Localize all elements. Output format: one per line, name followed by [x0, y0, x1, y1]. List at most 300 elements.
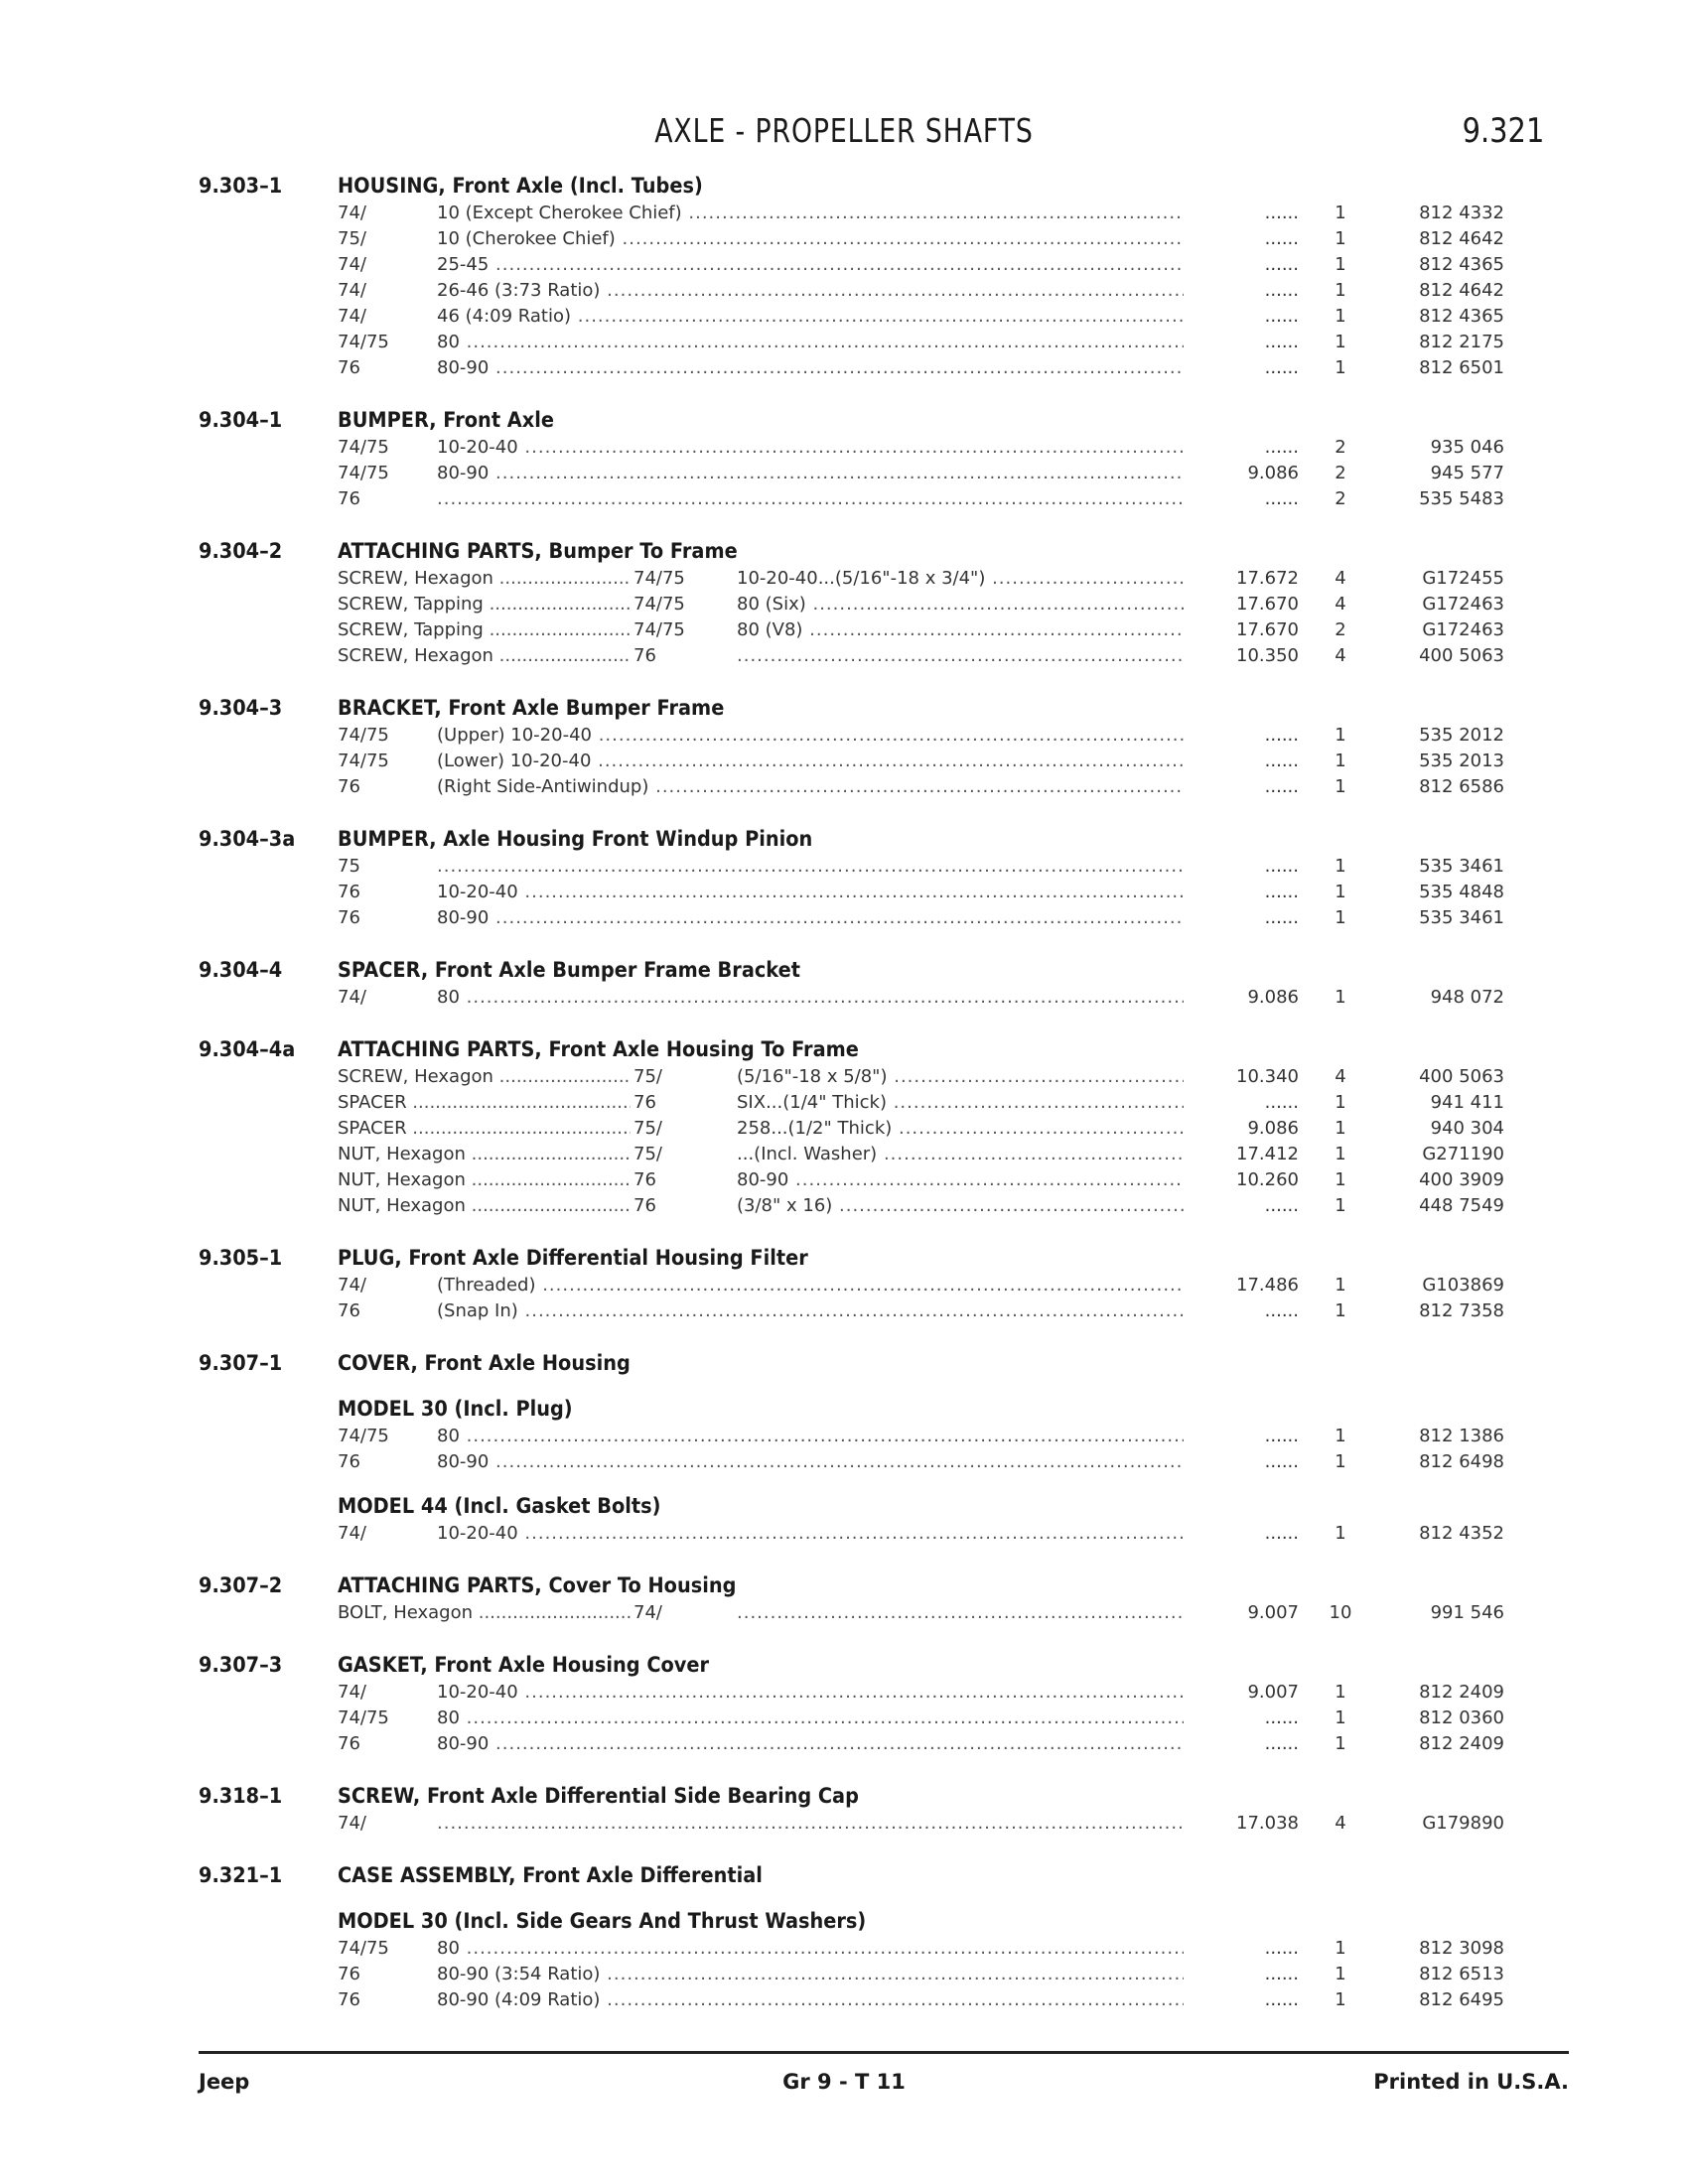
quantity-cell: 2 — [1335, 437, 1346, 458]
table-row — [0, 1193, 1688, 1219]
footer-printed: Printed in U.S.A. — [1373, 2070, 1569, 2094]
reference-cell: ...... — [1264, 1938, 1299, 1959]
item-name: SPACER ..... — [338, 1090, 631, 1116]
table-row — [0, 880, 1688, 905]
reference-cell: ...... — [1264, 856, 1299, 877]
model-cell: 76 — [338, 488, 360, 509]
reference-cell: 17.672 — [1236, 568, 1299, 589]
description-cell: (Lower) 10-20-40 ..... — [437, 749, 1184, 774]
page-number: 9.321 — [1462, 111, 1544, 151]
description-cell: 10-20-40 ..... — [437, 435, 1184, 461]
model-cell: 75 — [338, 856, 360, 877]
table-row — [0, 1167, 1688, 1193]
part-number-cell: 812 7358 — [1419, 1300, 1504, 1321]
model-cell: 76 — [338, 1451, 360, 1472]
reference-cell: ...... — [1264, 1523, 1299, 1544]
part-number-cell: 935 046 — [1430, 437, 1504, 458]
quantity-cell: 1 — [1335, 1118, 1346, 1139]
table-row — [0, 201, 1688, 226]
description-cell: 10 (Cherokee Chief) ..... — [437, 226, 1184, 252]
description-cell: 46 (4:09 Ratio) ..... — [437, 304, 1184, 330]
model-cell: 76 — [633, 1169, 656, 1190]
reference-cell: ...... — [1264, 1195, 1299, 1216]
quantity-cell: 10 — [1329, 1602, 1352, 1623]
part-number-cell: 812 2409 — [1419, 1733, 1504, 1754]
table-row — [0, 592, 1688, 617]
table-row — [0, 1116, 1688, 1142]
part-number-cell: 812 6501 — [1419, 357, 1504, 378]
part-number-cell: 940 304 — [1430, 1118, 1504, 1139]
description-cell — [437, 854, 1184, 880]
table-row — [0, 723, 1688, 749]
table-row — [0, 1142, 1688, 1167]
quantity-cell: 1 — [1335, 1451, 1346, 1472]
model-cell: 74/75 — [633, 594, 685, 614]
model-cell: 75/ — [633, 1066, 662, 1087]
reference-cell: ...... — [1264, 203, 1299, 223]
model-cell: 76 — [338, 1733, 360, 1754]
reference-cell: 17.038 — [1236, 1813, 1299, 1834]
model-cell: 74/75 — [338, 437, 389, 458]
reference-cell: 10.350 — [1236, 645, 1299, 666]
quantity-cell: 1 — [1335, 228, 1346, 249]
quantity-cell: 1 — [1335, 1195, 1346, 1216]
part-number-cell: 812 4642 — [1419, 228, 1504, 249]
reference-cell: 10.340 — [1236, 1066, 1299, 1087]
model-cell: 76 — [633, 1092, 656, 1113]
reference-cell: ...... — [1264, 751, 1299, 771]
description-cell: 80-90 ..... — [737, 1167, 1184, 1193]
reference-cell: ...... — [1264, 1300, 1299, 1321]
table-row — [0, 774, 1688, 800]
part-number-cell: 812 6495 — [1419, 1989, 1504, 2010]
table-row — [0, 566, 1688, 592]
description-cell: 80 ..... — [437, 1424, 1184, 1449]
section-number: 9.307–1 — [199, 1351, 283, 1375]
quantity-cell: 1 — [1335, 1523, 1346, 1544]
reference-cell: ...... — [1264, 907, 1299, 928]
model-cell: 74/75 — [338, 463, 389, 483]
quantity-cell: 4 — [1335, 645, 1346, 666]
part-number-cell: G271190 — [1422, 1144, 1504, 1164]
part-number-cell: 812 4642 — [1419, 280, 1504, 301]
description-cell: 25-45 ..... — [437, 252, 1184, 278]
section-number: 9.303–1 — [199, 174, 283, 198]
model-cell: 76 — [338, 1989, 360, 2010]
quantity-cell: 2 — [1335, 463, 1346, 483]
description-cell: 10-20-40 ..... — [437, 880, 1184, 905]
table-row — [0, 226, 1688, 252]
part-number-cell: G172463 — [1422, 619, 1504, 640]
item-name: SCREW, Hexagon ..... — [338, 643, 631, 669]
part-number-cell: 812 2175 — [1419, 332, 1504, 352]
reference-cell: ...... — [1264, 254, 1299, 275]
section-number: 9.304–1 — [199, 408, 283, 432]
table-row — [0, 905, 1688, 931]
quantity-cell: 1 — [1335, 1275, 1346, 1296]
part-number-cell: 812 0360 — [1419, 1707, 1504, 1728]
reference-cell: 17.670 — [1236, 594, 1299, 614]
model-cell: 76 — [633, 1195, 656, 1216]
description-cell: 80 (V8) ..... — [737, 617, 1184, 643]
description-cell: 80 (Six) ..... — [737, 592, 1184, 617]
reference-cell: ...... — [1264, 1964, 1299, 1984]
table-row — [0, 854, 1688, 880]
reference-cell: ...... — [1264, 1092, 1299, 1113]
model-cell: 76 — [338, 907, 360, 928]
model-cell: 74/ — [338, 1275, 366, 1296]
reference-cell: 17.670 — [1236, 619, 1299, 640]
description-cell: 80 ..... — [437, 330, 1184, 355]
table-row — [0, 1521, 1688, 1547]
section-title: ATTACHING PARTS, Cover To Housing — [338, 1573, 737, 1597]
model-cell: 74/ — [338, 203, 366, 223]
quantity-cell: 1 — [1335, 1938, 1346, 1959]
table-row — [0, 1449, 1688, 1475]
part-number-cell: G172463 — [1422, 594, 1504, 614]
section-title: COVER, Front Axle Housing — [338, 1351, 631, 1375]
reference-cell: 9.007 — [1247, 1602, 1299, 1623]
item-name: NUT, Hexagon ..... — [338, 1142, 631, 1167]
part-number-cell: G179890 — [1422, 1813, 1504, 1834]
model-cell: 74/ — [338, 987, 366, 1008]
description-cell: 80 ..... — [437, 1706, 1184, 1731]
quantity-cell: 1 — [1335, 1300, 1346, 1321]
quantity-cell: 1 — [1335, 1682, 1346, 1703]
description-cell: 258...(1/2" Thick) ..... — [737, 1116, 1184, 1142]
page-title: AXLE - PROPELLER SHAFTS — [654, 111, 1034, 150]
section-title: PLUG, Front Axle Differential Housing Filter — [338, 1246, 808, 1270]
description-cell: (Snap In) ..... — [437, 1298, 1184, 1324]
quantity-cell: 1 — [1335, 1707, 1346, 1728]
item-name: SCREW, Tapping ..... — [338, 592, 631, 617]
part-number-cell: 812 3098 — [1419, 1938, 1504, 1959]
part-number-cell: 535 2013 — [1419, 751, 1504, 771]
section-title: ATTACHING PARTS, Bumper To Frame — [338, 539, 738, 563]
section-title: HOUSING, Front Axle (Incl. Tubes) — [338, 174, 703, 198]
model-subheading: MODEL 44 (Incl. Gasket Bolts) — [338, 1494, 661, 1518]
model-cell: 74/75 — [338, 751, 389, 771]
section-number: 9.307–3 — [199, 1653, 283, 1677]
quantity-cell: 4 — [1335, 1813, 1346, 1834]
part-number-cell: 812 6586 — [1419, 776, 1504, 797]
footer-brand: Jeep — [199, 2070, 250, 2094]
quantity-cell: 4 — [1335, 594, 1346, 614]
description-cell: SIX...(1/4" Thick) ..... — [737, 1090, 1184, 1116]
model-cell: 74/75 — [338, 725, 389, 746]
part-section — [0, 171, 1688, 381]
section-number: 9.304–4a — [199, 1037, 296, 1061]
part-number-cell: 400 5063 — [1419, 645, 1504, 666]
table-row — [0, 1731, 1688, 1757]
table-row — [0, 617, 1688, 643]
section-title: CASE ASSEMBLY, Front Axle Differential — [338, 1863, 763, 1887]
item-cell — [338, 1064, 735, 1090]
item-name: SPACER ..... — [338, 1116, 631, 1142]
model-cell: 75/ — [633, 1144, 662, 1164]
section-number: 9.304–4 — [199, 958, 283, 982]
model-cell: 76 — [338, 776, 360, 797]
reference-cell: ...... — [1264, 1451, 1299, 1472]
part-number-cell: 535 3461 — [1419, 856, 1504, 877]
part-number-cell: 945 577 — [1430, 463, 1504, 483]
section-number: 9.305–1 — [199, 1246, 283, 1270]
table-row — [0, 1298, 1688, 1324]
part-section — [0, 1348, 1688, 1547]
part-number-cell: 991 546 — [1430, 1602, 1504, 1623]
part-number-cell: 812 4365 — [1419, 254, 1504, 275]
description-cell: 80-90 ..... — [437, 905, 1184, 931]
table-row — [0, 1273, 1688, 1298]
description-cell — [737, 643, 1184, 669]
reference-cell: 9.007 — [1247, 1682, 1299, 1703]
part-number-cell: 535 4848 — [1419, 882, 1504, 902]
section-title: BUMPER, Front Axle — [338, 408, 554, 432]
item-cell — [338, 643, 735, 669]
model-cell: 74/ — [338, 254, 366, 275]
part-section — [0, 1570, 1688, 1626]
part-section — [0, 955, 1688, 1011]
description-cell: (Upper) 10-20-40 ..... — [437, 723, 1184, 749]
parts-list — [0, 171, 1688, 2037]
reference-cell: ...... — [1264, 488, 1299, 509]
part-number-cell: 400 5063 — [1419, 1066, 1504, 1087]
part-number-cell: 812 4365 — [1419, 306, 1504, 327]
quantity-cell: 1 — [1335, 203, 1346, 223]
item-cell — [338, 1193, 735, 1219]
reference-cell: ...... — [1264, 332, 1299, 352]
table-row — [0, 1090, 1688, 1116]
description-cell — [437, 1811, 1184, 1837]
model-cell: 74/ — [338, 1813, 366, 1834]
description-cell: 80-90 ..... — [437, 1731, 1184, 1757]
table-row — [0, 1962, 1688, 1987]
footer-divider — [199, 2051, 1569, 2054]
quantity-cell: 1 — [1335, 776, 1346, 797]
description-cell — [437, 486, 1184, 512]
section-number: 9.318–1 — [199, 1784, 283, 1808]
model-cell: 74/75 — [633, 568, 685, 589]
section-title: SCREW, Front Axle Differential Side Bearing Cap — [338, 1784, 859, 1808]
section-number: 9.304–3a — [199, 827, 296, 851]
item-name: NUT, Hexagon ..... — [338, 1167, 631, 1193]
table-row — [0, 1706, 1688, 1731]
quantity-cell: 1 — [1335, 1733, 1346, 1754]
quantity-cell: 1 — [1335, 1144, 1346, 1164]
section-number: 9.304–2 — [199, 539, 283, 563]
reference-cell: 9.086 — [1247, 463, 1299, 483]
table-row — [0, 1424, 1688, 1449]
description-cell: 10-20-40 ..... — [437, 1521, 1184, 1547]
part-section — [0, 1034, 1688, 1219]
model-cell: 74/75 — [338, 1938, 389, 1959]
item-cell — [338, 1167, 735, 1193]
reference-cell: ...... — [1264, 725, 1299, 746]
table-row — [0, 985, 1688, 1011]
item-name: SCREW, Hexagon ..... — [338, 1064, 631, 1090]
reference-cell: 17.412 — [1236, 1144, 1299, 1164]
part-number-cell: 941 411 — [1430, 1092, 1504, 1113]
part-number-cell: 812 4332 — [1419, 203, 1504, 223]
item-name: BOLT, Hexagon ..... — [338, 1600, 631, 1626]
table-row — [0, 1987, 1688, 2013]
quantity-cell: 2 — [1335, 488, 1346, 509]
table-row — [0, 461, 1688, 486]
reference-cell: ...... — [1264, 1989, 1299, 2010]
quantity-cell: 1 — [1335, 882, 1346, 902]
description-cell: 80-90 ..... — [437, 355, 1184, 381]
model-cell: 75/ — [338, 228, 366, 249]
model-cell: 76 — [338, 1300, 360, 1321]
part-number-cell: 812 6498 — [1419, 1451, 1504, 1472]
part-number-cell: G103869 — [1422, 1275, 1504, 1296]
table-row — [0, 278, 1688, 304]
part-number-cell: 948 072 — [1430, 987, 1504, 1008]
quantity-cell: 1 — [1335, 856, 1346, 877]
item-cell — [338, 1142, 735, 1167]
quantity-cell: 1 — [1335, 1964, 1346, 1984]
model-cell: 74/ — [338, 306, 366, 327]
description-cell: (Right Side-Antiwindup) ..... — [437, 774, 1184, 800]
model-subheading: MODEL 30 (Incl. Plug) — [338, 1397, 573, 1421]
table-row — [0, 435, 1688, 461]
section-title: SPACER, Front Axle Bumper Frame Bracket — [338, 958, 800, 982]
model-cell: 74/75 — [338, 1426, 389, 1446]
item-name: SCREW, Tapping ..... — [338, 617, 631, 643]
reference-cell: ...... — [1264, 1707, 1299, 1728]
table-row — [0, 304, 1688, 330]
reference-cell: 9.086 — [1247, 987, 1299, 1008]
quantity-cell: 1 — [1335, 357, 1346, 378]
model-cell: 74/75 — [338, 1707, 389, 1728]
part-number-cell: 535 5483 — [1419, 488, 1504, 509]
quantity-cell: 1 — [1335, 751, 1346, 771]
description-cell: 80-90 (3:54 Ratio) ..... — [437, 1962, 1184, 1987]
description-cell: 80-90 ..... — [437, 461, 1184, 486]
quantity-cell: 1 — [1335, 1426, 1346, 1446]
description-cell: (3/8" x 16) ..... — [737, 1193, 1184, 1219]
description-cell: ...(Incl. Washer) ..... — [737, 1142, 1184, 1167]
part-number-cell: 535 2012 — [1419, 725, 1504, 746]
description-cell — [737, 1600, 1184, 1626]
reference-cell: ...... — [1264, 357, 1299, 378]
section-number: 9.307–2 — [199, 1573, 283, 1597]
quantity-cell: 1 — [1335, 332, 1346, 352]
part-section — [0, 693, 1688, 800]
reference-cell: ...... — [1264, 1733, 1299, 1754]
table-row — [0, 330, 1688, 355]
quantity-cell: 1 — [1335, 306, 1346, 327]
part-number-cell: 448 7549 — [1419, 1195, 1504, 1216]
part-number-cell: 812 1386 — [1419, 1426, 1504, 1446]
table-row — [0, 486, 1688, 512]
model-cell: 74/ — [338, 1682, 366, 1703]
reference-cell: ...... — [1264, 306, 1299, 327]
reference-cell: ...... — [1264, 776, 1299, 797]
description-cell: 80-90 (4:09 Ratio) ..... — [437, 1987, 1184, 2013]
table-row — [0, 1600, 1688, 1626]
model-cell: 74/ — [633, 1602, 662, 1623]
item-name: SCREW, Hexagon ..... — [338, 566, 631, 592]
section-title: GASKET, Front Axle Housing Cover — [338, 1653, 710, 1677]
reference-cell: ...... — [1264, 882, 1299, 902]
model-cell: 74/75 — [338, 332, 389, 352]
part-section — [0, 1650, 1688, 1757]
table-row — [0, 643, 1688, 669]
part-section — [0, 1781, 1688, 1837]
item-cell — [338, 1090, 735, 1116]
table-row — [0, 1680, 1688, 1706]
part-section — [0, 536, 1688, 669]
model-cell: 76 — [633, 645, 656, 666]
part-number-cell: 400 3909 — [1419, 1169, 1504, 1190]
model-cell: 74/ — [338, 280, 366, 301]
quantity-cell: 2 — [1335, 619, 1346, 640]
table-row — [0, 355, 1688, 381]
reference-cell: ...... — [1264, 437, 1299, 458]
quantity-cell: 1 — [1335, 1169, 1346, 1190]
reference-cell: 9.086 — [1247, 1118, 1299, 1139]
reference-cell: 10.260 — [1236, 1169, 1299, 1190]
quantity-cell: 1 — [1335, 1092, 1346, 1113]
quantity-cell: 4 — [1335, 1066, 1346, 1087]
part-number-cell: 812 4352 — [1419, 1523, 1504, 1544]
section-number: 9.304–3 — [199, 696, 283, 720]
quantity-cell: 1 — [1335, 725, 1346, 746]
model-cell: 76 — [338, 357, 360, 378]
part-section — [0, 405, 1688, 512]
item-cell — [338, 1600, 735, 1626]
quantity-cell: 1 — [1335, 254, 1346, 275]
section-number: 9.321–1 — [199, 1863, 283, 1887]
item-cell — [338, 1116, 735, 1142]
description-cell: 80 ..... — [437, 985, 1184, 1011]
model-cell: 74/ — [338, 1523, 366, 1544]
item-name: NUT, Hexagon ..... — [338, 1193, 631, 1219]
part-number-cell: 812 6513 — [1419, 1964, 1504, 1984]
quantity-cell: 4 — [1335, 568, 1346, 589]
description-cell: (5/16"-18 x 5/8") ..... — [737, 1064, 1184, 1090]
description-cell: 10 (Except Cherokee Chief) ..... — [437, 201, 1184, 226]
quantity-cell: 1 — [1335, 907, 1346, 928]
reference-cell: ...... — [1264, 280, 1299, 301]
reference-cell: ...... — [1264, 1426, 1299, 1446]
description-cell: 80 ..... — [437, 1936, 1184, 1962]
model-cell: 74/75 — [633, 619, 685, 640]
part-number-cell: G172455 — [1422, 568, 1504, 589]
table-row — [0, 252, 1688, 278]
quantity-cell: 1 — [1335, 1989, 1346, 2010]
reference-cell: 17.486 — [1236, 1275, 1299, 1296]
description-cell: 10-20-40...(5/16"-18 x 3/4") ..... — [737, 566, 1184, 592]
part-number-cell: 812 2409 — [1419, 1682, 1504, 1703]
description-cell: 10-20-40 ..... — [437, 1680, 1184, 1706]
model-cell: 76 — [338, 882, 360, 902]
reference-cell: ...... — [1264, 228, 1299, 249]
table-row — [0, 1936, 1688, 1962]
part-section — [0, 1860, 1688, 2013]
section-title: BUMPER, Axle Housing Front Windup Pinion — [338, 827, 813, 851]
description-cell: 26-46 (3:73 Ratio) ..... — [437, 278, 1184, 304]
part-section — [0, 824, 1688, 931]
model-cell: 76 — [338, 1964, 360, 1984]
quantity-cell: 1 — [1335, 987, 1346, 1008]
table-row — [0, 1064, 1688, 1090]
model-subheading: MODEL 30 (Incl. Side Gears And Thrust Washers) — [338, 1909, 867, 1933]
part-section — [0, 1243, 1688, 1324]
description-cell: (Threaded) ..... — [437, 1273, 1184, 1298]
table-row — [0, 749, 1688, 774]
